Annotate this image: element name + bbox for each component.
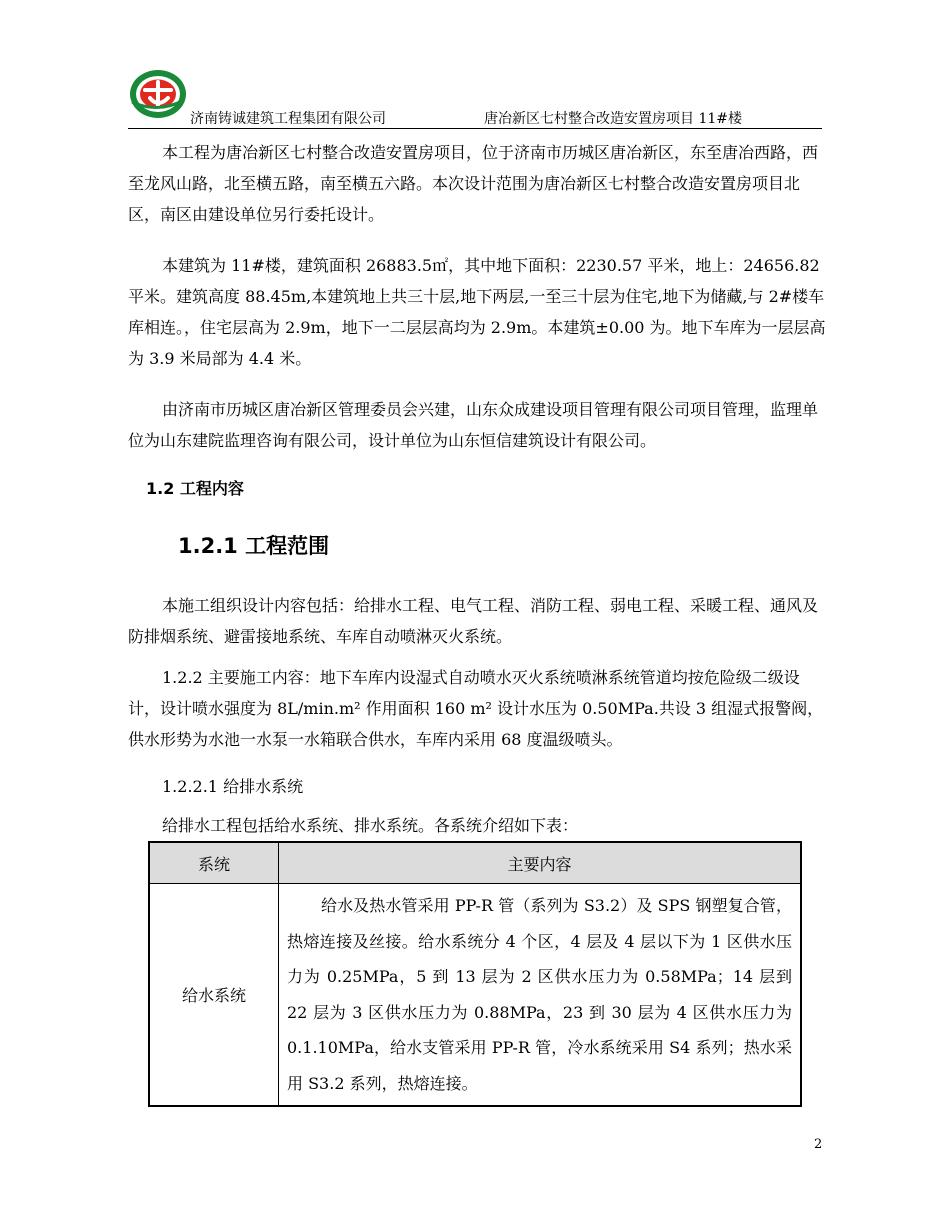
- header-divider: [128, 128, 822, 129]
- paragraph-table-intro: 给排水工程包括给水系统、排水系统。各系统介绍如下表：: [162, 816, 579, 835]
- page-number: 2: [814, 1137, 823, 1152]
- paragraph-building-info: 本建筑为 11#楼，建筑面积 26883.5㎡，其中地下面积：2230.57 平米，地上：24656.82 平米。建筑高度 88.45m,本建筑地上共三十层,地下两层,一至三十层为住宅,地下为储藏,与 2#楼车库相连。，住宅层高为 2.9m，地下一二层层高均为 2.9m。本建筑±0.00 为。地下车库为一层层高为 3.9 米局部为 4.4 米。: [128, 256, 826, 368]
- paragraph-scope: 本施工组织设计内容包括：给排水工程、电气工程、消防工程、弱电工程、采暖工程、通风及防排烟系统、避雷接地系统、车库自动喷淋灭火系统。: [128, 596, 819, 646]
- header-company-name: 济南铸诚建筑工程集团有限公司: [190, 111, 386, 127]
- table-header-system: 系统: [149, 842, 279, 884]
- section-heading-1-2-2-1: 1.2.2.1 给排水系统: [162, 777, 304, 796]
- table-header-content: 主要内容: [279, 842, 802, 884]
- table-cell-content: 给水及热水管采用 PP-R 管（系列为 S3.2）及 SPS 钢塑复合管，热熔连接及丝接。给水系统分 4 个区，4 层及 4 层以下为 1 区供水压力为 0.25MPa，5 到 13 层为 2 区供水压力为 0.58MPa；14 层到 22 层为 3 区供水压力为 0.88MPa，23 到 30 层为 4 区供水压力为 0.1.10MPa，给水支管采用 PP-R 管，冷水系统采用 S4 系列；热水采用 S3.2 系列，热熔连接。: [279, 884, 802, 1107]
- paragraph-parties: 由济南市历城区唐冶新区管理委员会兴建，山东众成建设项目管理有限公司项目管理，监理单位为山东建院监理咨询有限公司，设计单位为山东恒信建筑设计有限公司。: [128, 400, 819, 450]
- section-heading-1-2: 1.2 工程内容: [146, 479, 244, 498]
- company-logo-icon: [128, 68, 188, 120]
- table-header-row: [149, 842, 801, 884]
- systems-table: [148, 841, 802, 1107]
- page-header: [128, 68, 822, 130]
- header-project-name: 唐冶新区七村整合改造安置房项目 11#楼: [484, 111, 742, 127]
- section-heading-1-2-1: 1.2.1 工程范围: [178, 534, 330, 558]
- paragraph-project-location: 本工程为唐冶新区七村整合改造安置房项目，位于济南市历城区唐冶新区，东至唐冶西路，西至龙风山路，北至横五路，南至横五六路。本次设计范围为唐冶新区七村整合改造安置房项目北区，南区由建设单位另行委托设计。: [128, 143, 819, 224]
- table-cell-system: 给水系统: [149, 884, 279, 1107]
- table-row: [149, 884, 801, 1107]
- paragraph-main-works: 1.2.2 主要施工内容：地下车库内设湿式自动喷水灭火系统喷淋系统管道均按危险级二级设计，设计喷水强度为 8L/min.m² 作用面积 160 m² 设计水压为 0.50MPa.共设 3 组湿式报警阀，供水形势为水池一水泵一水箱联合供水，车库内采用 68 度温级喷头。: [128, 668, 824, 749]
